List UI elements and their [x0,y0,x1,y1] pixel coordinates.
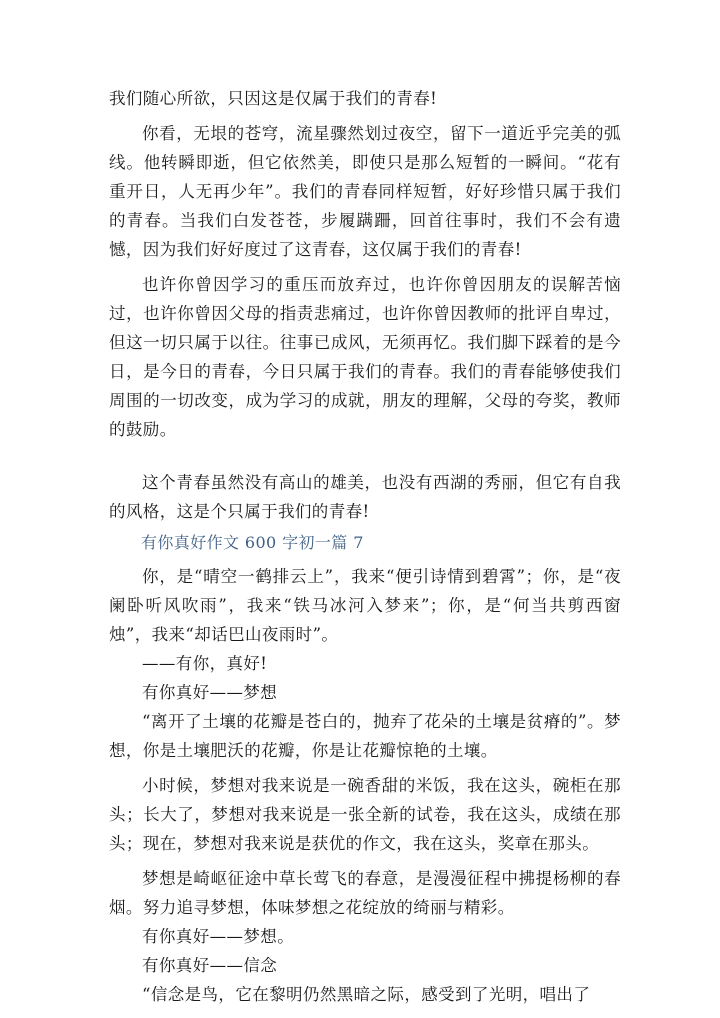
paragraph-2: 你看，无垠的苍穹，流星骤然划过夜空，留下一道近乎完美的弧线。他转瞬即逝，但它依然美，即使只是那么短暂的一瞬间。“花有重开日，人无再少年”。我们的青春同样短暂，好好珍惜只属于我们的青春。当我们白发苍苍，步履蹒跚，回首往事时，我们不会有遗憾，因为我们好好度过了这青春，这仅属于我们的青春! [109,124,621,259]
paragraph-7: 有你真好——梦想 [142,683,278,702]
paragraph-4: 这个青春虽然没有高山的雄美，也没有西湖的秀丽，但它有自我的风格，这是个只属于我们的青春! [109,473,621,521]
paragraph-9: 小时候，梦想对我来说是一碗香甜的米饭，我在这头，碗柜在那头；长大了，梦想对我来说是一张全新的试卷，我在这头，成绩在那头；现在，梦想对我来说是获优的作文，我在这头，奖章在那头。 [109,776,621,853]
paragraph-8: “离开了土壤的花瓣是苍白的，抛弃了花朵的土壤是贫瘠的”。梦想，你是土壤肥沃的花瓣，你是让花瓣惊艳的土壤。 [109,712,621,760]
document-page [109,84,621,1009]
paragraph-5: 你，是“晴空一鹤排云上”，我来“便引诗情到碧霄”；你，是“夜阑卧听风吹雨”，我来“铁马冰河入梦来”；你，是“何当共剪西窗烛”，我来“却话巴山夜雨时”。 [109,567,621,644]
paragraph-13: “信念是鸟，它在黎明仍然黑暗之际，感受到了光明，唱出了 [142,985,591,1004]
paragraph-11: 有你真好——梦想。 [142,927,295,946]
paragraph-3: 也许你曾因学习的重压而放弃过，也许你曾因朋友的误解苦恼过，也许你曾因父母的指责悲痛过，也许你曾因教师的批评自卑过，但这一切只属于以往。往事已成风，无须再忆。我们脚下踩着的是今日，是今日的青春，今日只属于我们的青春。我们的青春能够使我们周围的一切改变，成为学习的成就，朋友的理解，父母的夸奖，教师的鼓励。 [109,275,621,439]
paragraph-12: 有你真好——信念 [142,956,278,975]
essay-heading: 有你真好作文 600 字初一篇 7 [141,533,364,552]
paragraph-6: ——有你，真好! [142,654,268,673]
paragraph-1: 我们随心所欲，只因这是仅属于我们的青春! [109,89,438,108]
paragraph-10: 梦想是崎岖征途中草长莺飞的春意，是漫漫征程中拂提杨柳的春烟。努力追寻梦想，体味梦想之花绽放的绮丽与精彩。 [109,869,621,917]
